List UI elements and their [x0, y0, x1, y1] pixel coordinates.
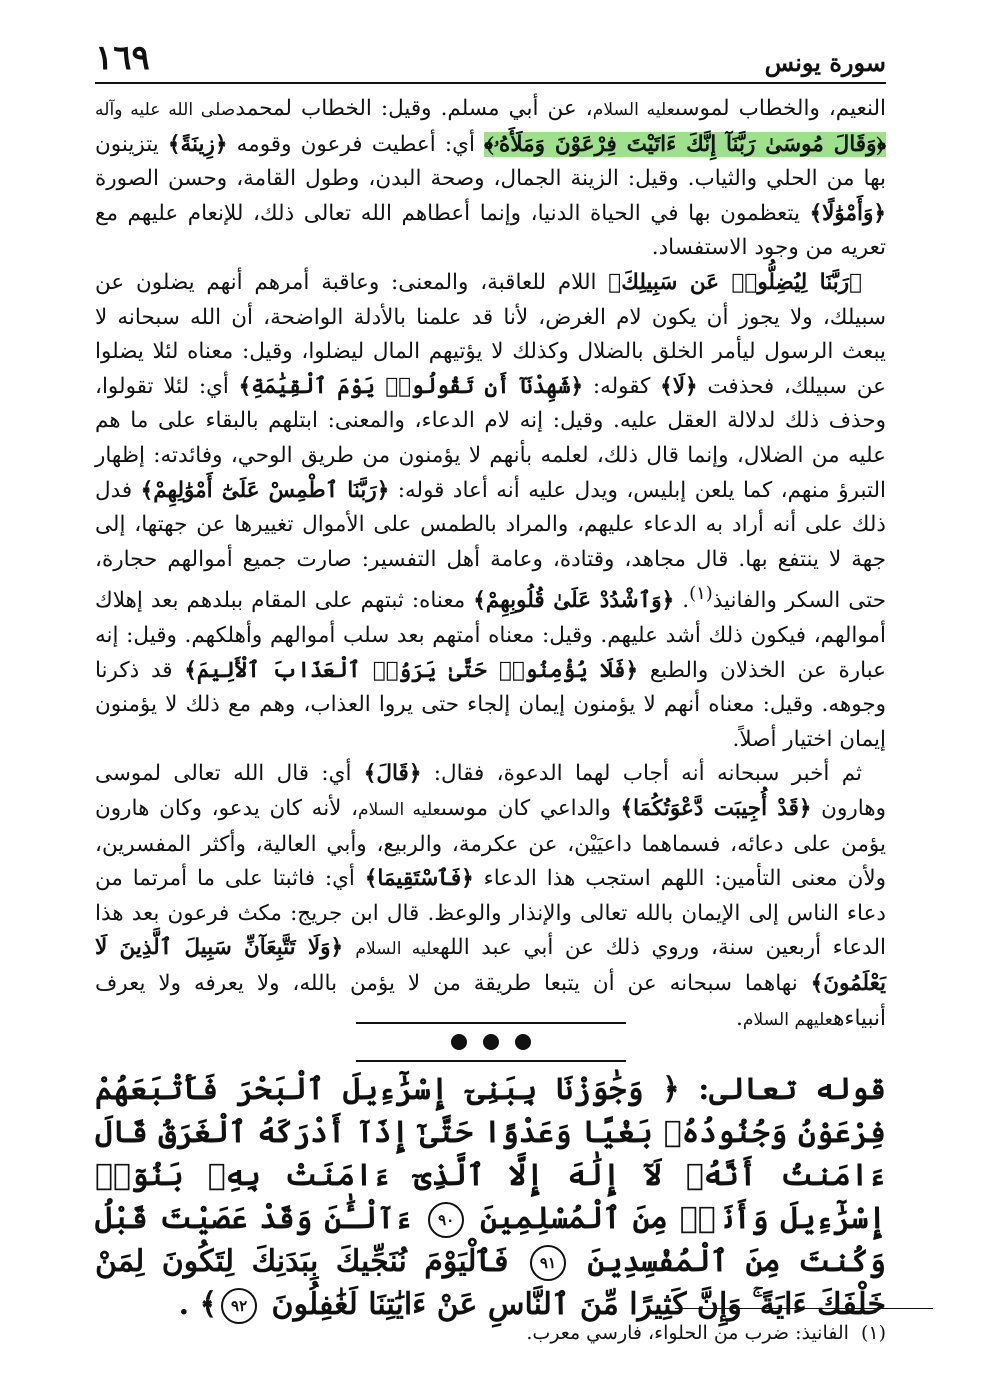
verse-segment: فَٱلْيَوْمَ نُنَجِّيكَ بِبَدَنِكَ لِتَكُونَ لِمَنْ خَلْفَكَ ءَايَةً ۚ وَإِنَّ كَثِيرًا مِّنَ ٱلنَّاسِ عَنْ ءَايَٰتِنَا لَغَٰفِلُونَ — [95, 1244, 886, 1322]
footnote-rule — [675, 1308, 933, 1309]
section-divider-bottom — [356, 1060, 626, 1062]
quran-quote: ﴿وَأَمْوَٰلًا﴾ — [809, 200, 886, 226]
honorific-alayhi-salam: عليه السلام — [355, 939, 441, 960]
quran-quote: ﴿شَهِدْنَآ أَن تَقُولُوا۟ يَوْمَ ٱلْقِيَٰمَةِ﴾ — [238, 373, 584, 399]
paragraph-1: النعيم، والخطاب لموسىعليه السلام، عن أبي مسلم. وقيل: الخطاب لمحمدصلى الله عليه وآله ﴿وَقَالَ مُوسَىٰ رَبَّنَآ إِنَّكَ ءَاتَيْتَ فِرْعَوْنَ وَمَلَأَهُۥ﴾ أي: أعطيت فرعون وقومه ﴿زِينَةً﴾ يتزينون بها من الحلي والثياب. وقيل: الزينة الجمال، وصحة البدن، وطول القامة، وحسن الصورة ﴿وَأَمْوَٰلًا﴾ يتعظمون بها في الحياة الدنيا، وإنما أعطاهم الله تعالى ذلك، للإنعام عليهم مع تعريه من وجود الاستفساد. — [95, 96, 886, 261]
quran-quote: ﴿رَبَّنَا لِيُضِلُّوا۟ عَن سَبِيلِكَ﴾ — [608, 269, 862, 295]
page-header — [95, 30, 886, 84]
quran-quote: ﴿زِينَةً﴾ — [167, 131, 228, 157]
verse-close: ﴾ . — [178, 1287, 218, 1322]
ayah-number-marker: ٩٠ — [428, 1202, 464, 1238]
quran-quote: ﴿رَبَّنَا ٱطْمِسْ عَلَىٰٓ أَمْوَٰلِهِمْ﴾ — [140, 477, 390, 503]
honorific-alayhim-salam: عليهم السلام — [742, 1009, 834, 1030]
paragraph-2: ﴿رَبَّنَا لِيُضِلُّوا۟ عَن سَبِيلِكَ﴾ اللام للعاقبة، والمعنى: وعاقبة أمرهم أنهم يضلون عن سبيلك، ولا يجوز أن يكون لام الغرض، لأنا قد علمنا بالأدلة الواضحة، أن الله سبحانه لا يبعث الرسول ليأمر الخلق بالضلال وكذلك لا يؤتيهم المال ليضلوا، وقيل: معناه لئلا يضلوا عن سبيلك، فحذفت ﴿لَا﴾ كقوله: ﴿شَهِدْنَآ أَن تَقُولُوا۟ يَوْمَ ٱلْقِيَٰمَةِ﴾ أي: لئلا تقولوا، وحذف ذلك لدلالة العقل عليه. وقيل: إنه لام الدعاء، والمعنى: ابتلهم بالبقاء على ما هم عليه من الضلال، وإنما قال ذلك، لعلمه بأنهم لا يؤمنون من طريق الوحي، وفائدته: إظهار التبرؤ منهم، كما يلعن إبليس، ويدل عليه أنه أعاد قوله: ﴿رَبَّنَا ٱطْمِسْ عَلَىٰٓ أَمْوَٰلِهِمْ﴾ فدل ذلك على أنه أراد به الدعاء عليهم، والمراد بالطمس على الأموال تغييرها عن جهتها، إلى جهة لا ينتفع بها. قال مجاهد، وقتادة، وعامة أهل التفسير: صارت جميع أموالهم حجارة، حتى السكر والفانيذ$^{(١)}$. ﴿وَٱشْدُدْ عَلَىٰ قُلُوبِهِمْ﴾ معناه: ثبتهم على المقام ببلدهم بعد إهلاك أموالهم، فيكون ذلك أشد عليهم. وقيل: معناه أمتهم بعد سلب أموالهم وأهلكهم. وقيل: إنه عبارة عن الخذلان والطبع ﴿فَلَا يُؤْمِنُوا۟ حَتَّىٰ يَرَوُا۟ ٱلْعَذَابَ ٱلْأَلِيمَ﴾ قد ذكرنا وجوهه. وقيل: معناه أنهم لا يؤمنون إيمان إلجاء حتى يروا العذاب، وهم مع ذلك لا يؤمنون إيمان اختيار أصلاً. — [95, 269, 886, 752]
quran-quote: ﴿فَلَا يُؤْمِنُوا۟ حَتَّىٰ يَرَوُا۟ ٱلْعَذَابَ ٱلْأَلِيمَ﴾ — [184, 657, 639, 683]
paragraph-3: ثم أخبر سبحانه أنه أجاب لهما الدعوة، فقال: ﴿قَالَ﴾ أي: قال الله تعالى لموسى وهارون ﴿قَدْ أُجِيبَت دَّعْوَتُكُمَا﴾ والداعي كان موسىعليه السلام، لأنه كان يدعو، وكان هارون يؤمن على دعائه، فسماهما داعيَيْن، عن عكرمة، والربيع، وأبي العالية، وأكثر المفسرين، ولأن معنى التأمين: اللهم استجب هذا الدعاء ﴿فَٱسْتَقِيمَا﴾ أي: فاثبتا على ما أمرتما من دعاء الناس إلى الإيمان بالله تعالى والإنذار والوعظ. قال ابن جريج: مكث فرعون بعد هذا الدعاء أربعين سنة، وروي ذلك عن أبي عبد اللهعليه السلام ﴿وَلَا تَتَّبِعَآنِّ سَبِيلَ ٱلَّذِينَ لَا يَعْلَمُونَ﴾ نهاهما سبحانه عن أن يتبعا طريقة من لا يؤمن بالله، ولا يعرفه ولا يعرف أنبياءهعليهم السلام. — [95, 761, 886, 1031]
quran-quote: ﴿فَٱسْتَقِيمَا﴾ — [364, 866, 474, 892]
footnote — [95, 1318, 886, 1348]
footnote-number: (١) — [860, 1322, 886, 1344]
footnote-reference[interactable]: (١) — [689, 583, 713, 605]
quran-verse-block — [95, 1068, 886, 1326]
quran-quote: ﴿لَا﴾ — [660, 373, 698, 399]
section-divider-top — [356, 1022, 626, 1024]
quran-quote: ﴿وَٱشْدُدْ عَلَىٰ قُلُوبِهِمْ﴾ — [473, 588, 675, 614]
footnote-text: الفانيذ: ضرب من الحلواء، فارسي معرب. — [526, 1322, 849, 1344]
highlighted-quran-quote: ﴿وَقَالَ مُوسَىٰ رَبَّنَآ إِنَّكَ ءَاتَيْتَ فِرْعَوْنَ وَمَلَأَهُۥ﴾ — [484, 131, 886, 157]
quran-quote: ﴿قَالَ﴾ — [363, 761, 422, 787]
verse-segment: ﴿ وَجَٰوَزْنَا بِبَنِىٓ إِسْرَٰٓءِيلَ ٱلْبَحْرَ فَأَتْبَعَهُمْ فِرْعَوْنُ وَجُنُودُهُۥ بَغْيًا وَعَدْوًا حَتَّىٰٓ إِذَآ أَدْرَكَهُ ٱلْغَرَقُ قَالَ ءَامَنتُ أَنَّهُۥ لَآ إِلَٰهَ إِلَّا ٱلَّذِىٓ ءَامَنَتْ بِهِۦ بَنُوٓا۟ إِسْرَٰٓءِيلَ وَأَنَا۠ مِنَ ٱلْمُسْلِمِينَ — [95, 1072, 886, 1236]
honorific-alayhi-salam: عليه السلام — [358, 800, 441, 821]
quran-quote: ﴿قَدْ أُجِيبَت دَّعْوَتُكُمَا﴾ — [620, 796, 812, 822]
page-number: ١٦٩ — [95, 38, 150, 78]
honorific-salla-allah: صلى الله عليه وآله — [95, 100, 236, 120]
surah-title: سورة يونس — [764, 48, 886, 77]
verse-lead: قوله تعالى: — [679, 1072, 886, 1107]
ayah-number-marker: ٩١ — [530, 1245, 566, 1281]
divider-dot — [483, 1034, 499, 1050]
commentary-text — [95, 92, 886, 1037]
divider-dot — [515, 1034, 531, 1050]
quran-quote: ﴿وَلَا تَتَّبِعَآنِّ سَبِيلَ ٱلَّذِينَ لَا يَعْلَمُونَ﴾ — [95, 935, 886, 996]
section-divider-dots — [356, 1025, 626, 1059]
divider-dot — [451, 1034, 467, 1050]
verse-segment: ءَآلْـَٰٔنَ وَقَدْ عَصَيْتَ قَبْلُ وَكُنتَ مِنَ ٱلْمُفْسِدِينَ — [95, 1201, 886, 1279]
ayah-number-marker: ٩٢ — [221, 1288, 257, 1324]
honorific-alayhi-salam: عليه السلام — [592, 100, 675, 120]
